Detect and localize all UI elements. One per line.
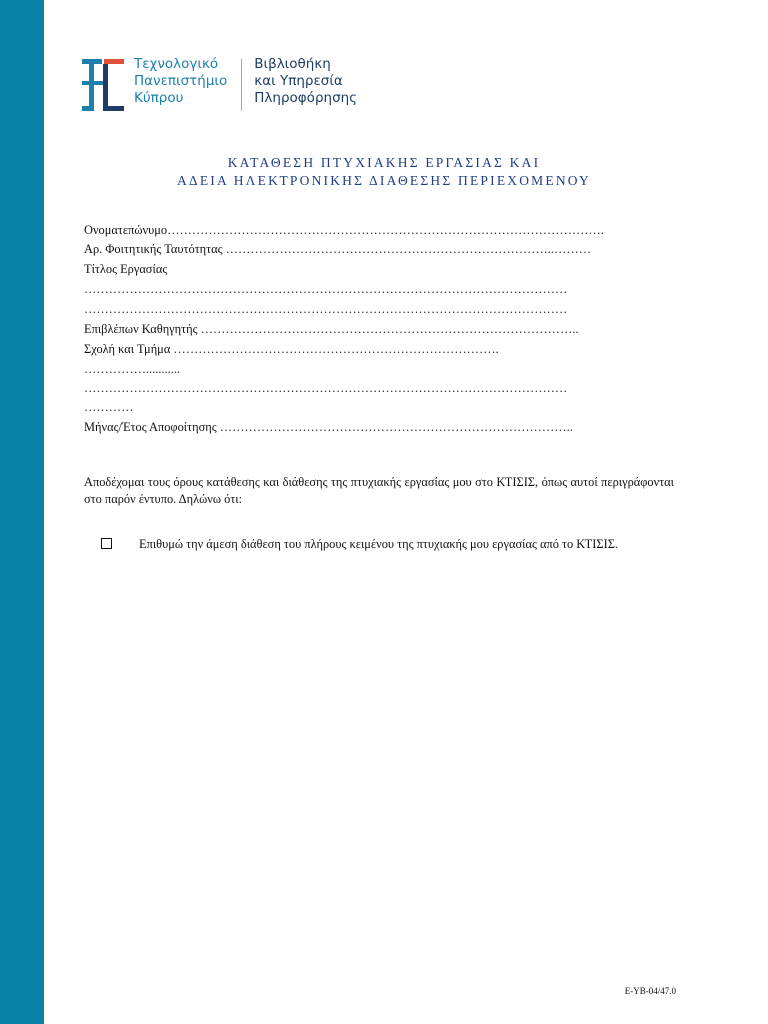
logo-service-line: και Υπηρεσία	[254, 73, 343, 89]
logo-name-line: Κύπρου	[134, 90, 184, 106]
school-field[interactable]	[84, 341, 668, 357]
declaration-paragraph: Αποδέχομαι τους όρους κατάθεσης και διάθεσης της πτυχιακής εργασίας μου στο ΚΤΙΣΙΣ, όπως αυτοί περιγράφονται στο παρόν έντυπο. Δηλώνω ότι:	[84, 475, 674, 506]
school-line-1[interactable]	[84, 361, 668, 377]
supervisor-field[interactable]	[84, 321, 668, 337]
thesis-title-line-1[interactable]	[84, 281, 668, 297]
full-name-dots: …………………………………………………………………………………………….	[167, 223, 604, 237]
immediate-availability-checkbox[interactable]	[101, 538, 112, 549]
logo-name-line: Πανεπιστήμιο	[134, 73, 228, 89]
school-dots: …………………………………………………………………….	[173, 342, 499, 356]
graduation-field[interactable]	[84, 419, 668, 435]
logo-university-name	[134, 56, 227, 107]
school-label: Σχολή και Τμήμα	[84, 342, 174, 356]
full-name-label: Ονοματεπώνυμο	[84, 223, 168, 237]
thesis-title-line-2[interactable]	[84, 301, 668, 317]
university-logo-icon	[82, 59, 124, 111]
school-line-2[interactable]	[84, 380, 668, 396]
logo-service-name	[254, 56, 357, 107]
university-logo	[82, 56, 357, 114]
school-line-dots: ……………...........	[84, 362, 181, 376]
school-line-dots: …………	[84, 400, 134, 414]
immediate-availability-label: Επιθυμώ την άμεση διάθεση του πλήρους κειμένου της πτυχιακής μου εργασίας από το ΚΤΙΣΙΣ.	[139, 537, 619, 551]
student-id-label: Αρ. Φοιτητικής Ταυτότητας	[84, 242, 226, 256]
student-id-dots: ……………………………………………………………………..………	[225, 242, 592, 256]
graduation-dots: …………………………………………………………………………..	[219, 420, 573, 434]
supervisor-dots: ………………………………………………………………………………..	[200, 322, 579, 336]
logo-name-line: Τεχνολογικό	[134, 56, 219, 72]
supervisor-label: Επιβλέπων Καθηγητής	[84, 322, 201, 336]
graduation-label: Μήνας/Έτος Αποφοίτησης	[84, 420, 220, 434]
thesis-title-dots: ………………………………………………………………………………………………………	[84, 302, 568, 316]
logo-service-line: Βιβλιοθήκη	[254, 56, 331, 72]
thesis-title-dots: ………………………………………………………………………………………………………	[84, 282, 568, 296]
student-id-field[interactable]	[84, 241, 668, 257]
title-line-1: ΚΑΤΑΘΕΣΗ ΠΤΥΧΙΑΚΗΣ ΕΡΓΑΣΙΑΣ ΚΑΙ	[227, 155, 541, 170]
form-code: E-YB-04/47.0	[624, 986, 676, 996]
logo-divider	[241, 59, 242, 111]
school-line-dots: ………………………………………………………………………………………………………	[84, 381, 568, 395]
school-line-3[interactable]	[84, 399, 668, 415]
thesis-title-label-row	[84, 261, 668, 277]
full-name-field[interactable]	[84, 222, 668, 238]
title-line-2: ΑΔΕΙΑ ΗΛΕΚΤΡΟΝΙΚΗΣ ΔΙΑΘΕΣΗΣ ΠΕΡΙΕΧΟΜΕΝΟΥ	[176, 173, 591, 188]
thesis-title-label: Τίτλος Εργασίας	[84, 262, 168, 276]
document-title	[84, 154, 684, 190]
logo-service-line: Πληροφόρησης	[254, 90, 358, 106]
side-color-band	[0, 0, 44, 1024]
